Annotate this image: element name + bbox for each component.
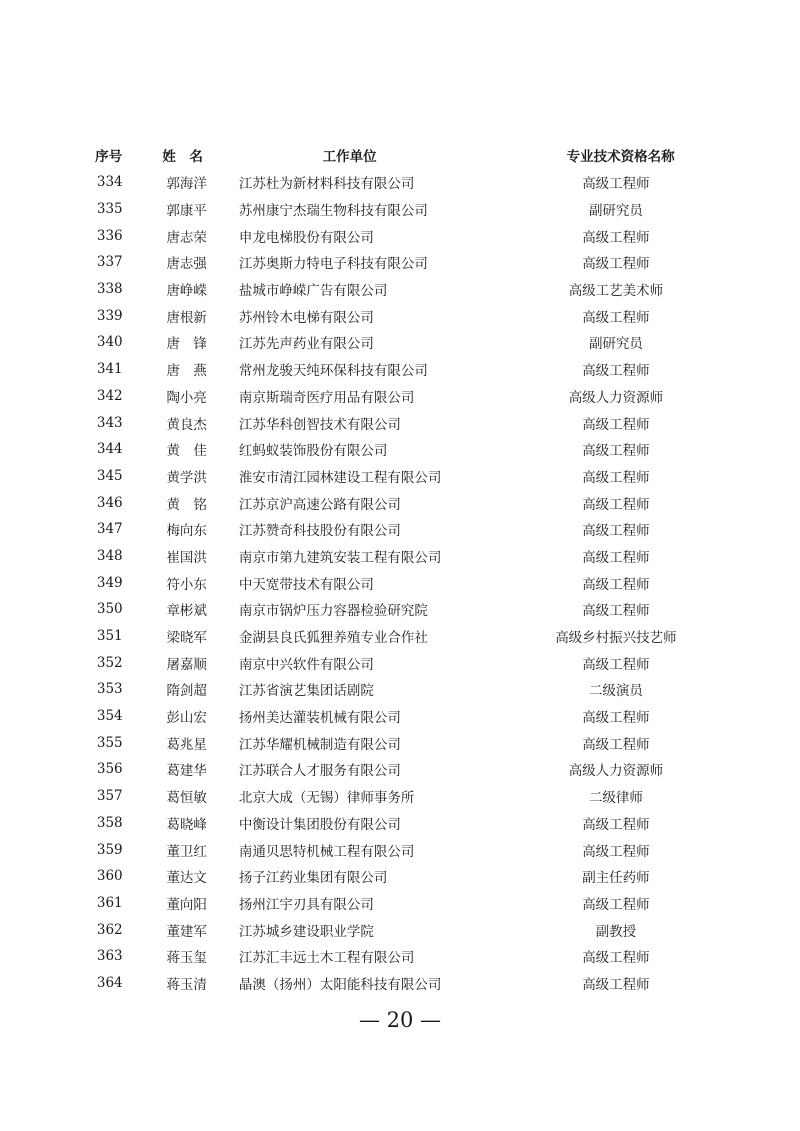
row-unit: 淮安市清江园林建设工程有限公司 <box>238 469 442 486</box>
row-no: 362 <box>96 921 123 938</box>
row-name: 董达文 <box>166 870 207 887</box>
table-row <box>80 676 740 703</box>
row-title: 高级工程师 <box>582 843 650 860</box>
row-unit: 苏州康宁杰瑞生物科技有限公司 <box>238 203 428 220</box>
row-title: 高级工程师 <box>582 469 650 486</box>
row-name: 唐 锋 <box>166 336 207 353</box>
row-title: 副主任药师 <box>582 870 650 887</box>
table-row <box>80 436 740 463</box>
row-unit: 江苏华科创智技术有限公司 <box>238 416 401 433</box>
row-no: 340 <box>96 334 123 351</box>
row-no: 351 <box>96 628 123 645</box>
row-unit: 江苏省演艺集团话剧院 <box>238 683 374 700</box>
row-name: 蒋玉玺 <box>166 950 207 967</box>
row-unit: 江苏华耀机械制造有限公司 <box>238 736 401 753</box>
row-name: 黄 佳 <box>166 443 207 460</box>
table-row <box>80 489 740 516</box>
row-title: 高级工程师 <box>582 229 650 246</box>
row-no: 359 <box>96 841 123 858</box>
header-title: 专业技术资格名称 <box>566 149 675 165</box>
table-row <box>80 863 740 890</box>
row-unit: 扬州江宇刃具有限公司 <box>238 896 374 913</box>
row-title: 高级工程师 <box>582 256 650 273</box>
table-row <box>80 276 740 303</box>
row-name: 唐志强 <box>166 256 207 273</box>
row-title: 高级工程师 <box>582 363 650 380</box>
row-title: 高级工程师 <box>582 976 650 993</box>
row-no: 358 <box>96 814 123 831</box>
row-no: 338 <box>96 281 123 298</box>
row-no: 361 <box>96 894 123 911</box>
table-row <box>80 222 740 249</box>
row-unit: 南京斯瑞奇医疗用品有限公司 <box>238 389 415 406</box>
row-name: 符小东 <box>166 576 207 593</box>
row-name: 彭山宏 <box>166 710 207 727</box>
row-title: 高级工程师 <box>582 656 650 673</box>
row-no: 334 <box>96 174 123 191</box>
row-no: 339 <box>96 307 123 324</box>
row-unit: 中天宽带技术有限公司 <box>238 576 374 593</box>
header-unit: 工作单位 <box>322 149 377 165</box>
row-name: 葛恒敏 <box>166 790 207 807</box>
table-row <box>80 596 740 623</box>
table-row <box>80 383 740 410</box>
table-row <box>80 810 740 837</box>
row-unit: 江苏联合人才服务有限公司 <box>238 763 401 780</box>
row-unit: 盐城市峥嵘广告有限公司 <box>238 283 388 300</box>
table-row <box>80 703 740 730</box>
row-no: 350 <box>96 601 123 618</box>
row-title: 高级工程师 <box>582 416 650 433</box>
row-name: 郭康平 <box>166 203 207 220</box>
row-no: 335 <box>96 201 123 218</box>
table-row <box>80 516 740 543</box>
row-name: 章彬斌 <box>166 603 207 620</box>
row-no: 342 <box>96 387 123 404</box>
row-title: 高级工艺美术师 <box>568 283 664 300</box>
table-row <box>80 302 740 329</box>
row-name: 唐根新 <box>166 309 207 326</box>
table-row <box>80 783 740 810</box>
row-name: 蒋玉清 <box>166 976 207 993</box>
row-name: 董卫红 <box>166 843 207 860</box>
row-unit: 红蚂蚁装饰股份有限公司 <box>238 443 388 460</box>
row-no: 346 <box>96 494 123 511</box>
row-title: 高级工程师 <box>582 736 650 753</box>
row-unit: 北京大成（无锡）律师事务所 <box>238 790 415 807</box>
row-title: 高级工程师 <box>582 816 650 833</box>
row-no: 343 <box>96 414 123 431</box>
table-row <box>80 729 740 756</box>
row-unit: 江苏赞奇科技股份有限公司 <box>238 523 401 540</box>
row-title: 高级工程师 <box>582 496 650 513</box>
row-title: 高级工程师 <box>582 896 650 913</box>
table-row <box>80 409 740 436</box>
table-header <box>80 141 740 169</box>
row-unit: 南京市第九建筑安装工程有限公司 <box>238 549 442 566</box>
row-title: 二级律师 <box>588 790 643 807</box>
row-unit: 晶澳（扬州）太阳能科技有限公司 <box>238 976 442 993</box>
row-unit: 金湖县良氏狐狸养殖专业合作社 <box>238 630 428 647</box>
row-no: 355 <box>96 734 123 751</box>
table-row <box>80 649 740 676</box>
row-name: 黄 铭 <box>166 496 207 513</box>
row-title: 高级乡村振兴技艺师 <box>555 630 677 647</box>
table-row <box>80 916 740 943</box>
row-no: 348 <box>96 547 123 564</box>
row-name: 陶小亮 <box>166 389 207 406</box>
row-unit: 江苏城乡建设职业学院 <box>238 923 374 940</box>
row-unit: 江苏先声药业有限公司 <box>238 336 374 353</box>
table-row <box>80 623 740 650</box>
table-row <box>80 329 740 356</box>
row-name: 屠嘉顺 <box>166 656 207 673</box>
row-name: 崔国洪 <box>166 549 207 566</box>
row-name: 隋剑超 <box>166 683 207 700</box>
row-title: 高级工程师 <box>582 309 650 326</box>
table-row <box>80 569 740 596</box>
row-title: 高级人力资源师 <box>568 389 664 406</box>
row-title: 高级工程师 <box>582 523 650 540</box>
row-name: 梁晓军 <box>166 630 207 647</box>
row-name: 唐 燕 <box>166 363 207 380</box>
row-unit: 常州龙骏天纯环保科技有限公司 <box>238 363 428 380</box>
row-unit: 申龙电梯股份有限公司 <box>238 229 374 246</box>
table-row <box>80 249 740 276</box>
table-row <box>80 970 740 997</box>
row-no: 364 <box>96 974 123 991</box>
row-name: 唐志荣 <box>166 229 207 246</box>
row-title: 高级工程师 <box>582 710 650 727</box>
table-row <box>80 196 740 223</box>
row-unit: 南通贝思特机械工程有限公司 <box>238 843 415 860</box>
row-unit: 江苏京沪高速公路有限公司 <box>238 496 401 513</box>
table-row <box>80 836 740 863</box>
row-title: 高级工程师 <box>582 603 650 620</box>
row-no: 360 <box>96 868 123 885</box>
row-no: 349 <box>96 574 123 591</box>
row-unit: 江苏奥斯力特电子科技有限公司 <box>238 256 428 273</box>
table-row <box>80 169 740 196</box>
row-no: 336 <box>96 227 123 244</box>
row-no: 345 <box>96 467 123 484</box>
row-title: 副研究员 <box>588 203 643 220</box>
row-name: 黄学洪 <box>166 469 207 486</box>
table-row <box>80 890 740 917</box>
row-no: 344 <box>96 441 123 458</box>
row-name: 唐峥嵘 <box>166 283 207 300</box>
row-no: 352 <box>96 654 123 671</box>
table-row <box>80 543 740 570</box>
row-name: 黄良杰 <box>166 416 207 433</box>
row-no: 356 <box>96 761 123 778</box>
row-unit: 中衡设计集团股份有限公司 <box>238 816 401 833</box>
row-title: 高级工程师 <box>582 576 650 593</box>
table-body <box>80 169 740 996</box>
row-name: 董建军 <box>166 923 207 940</box>
row-title: 高级工程师 <box>582 176 650 193</box>
row-no: 337 <box>96 254 123 271</box>
row-name: 葛建华 <box>166 763 207 780</box>
row-unit: 南京市锅炉压力容器检验研究院 <box>238 603 428 620</box>
row-no: 357 <box>96 788 123 805</box>
row-no: 341 <box>96 361 123 378</box>
row-name: 葛晓峰 <box>166 816 207 833</box>
row-title: 高级工程师 <box>582 549 650 566</box>
header-no: 序号 <box>95 149 123 165</box>
row-no: 347 <box>96 521 123 538</box>
row-no: 353 <box>96 681 123 698</box>
row-unit: 南京中兴软件有限公司 <box>238 656 374 673</box>
table-row <box>80 756 740 783</box>
row-unit: 扬子江药业集团有限公司 <box>238 870 388 887</box>
row-title: 高级工程师 <box>582 950 650 967</box>
row-name: 董向阳 <box>166 896 207 913</box>
table-row <box>80 943 740 970</box>
row-title: 副研究员 <box>588 336 643 353</box>
row-no: 363 <box>96 948 123 965</box>
row-unit: 苏州铃木电梯有限公司 <box>238 309 374 326</box>
row-unit: 江苏汇丰远土木工程有限公司 <box>238 950 415 967</box>
row-name: 葛兆星 <box>166 736 207 753</box>
row-title: 高级工程师 <box>582 443 650 460</box>
qualification-table <box>80 141 740 996</box>
row-title: 二级演员 <box>588 683 643 700</box>
table-row <box>80 356 740 383</box>
page-number: — 20 — <box>358 1008 442 1032</box>
row-title: 高级人力资源师 <box>568 763 664 780</box>
row-title: 副教授 <box>595 923 637 940</box>
row-unit: 扬州美达灌装机械有限公司 <box>238 710 401 727</box>
row-unit: 江苏杜为新材料科技有限公司 <box>238 176 415 193</box>
header-name: 姓 名 <box>162 149 203 165</box>
row-name: 梅向东 <box>166 523 207 540</box>
row-name: 郭海洋 <box>166 176 207 193</box>
row-no: 354 <box>96 708 123 725</box>
table-row <box>80 463 740 490</box>
